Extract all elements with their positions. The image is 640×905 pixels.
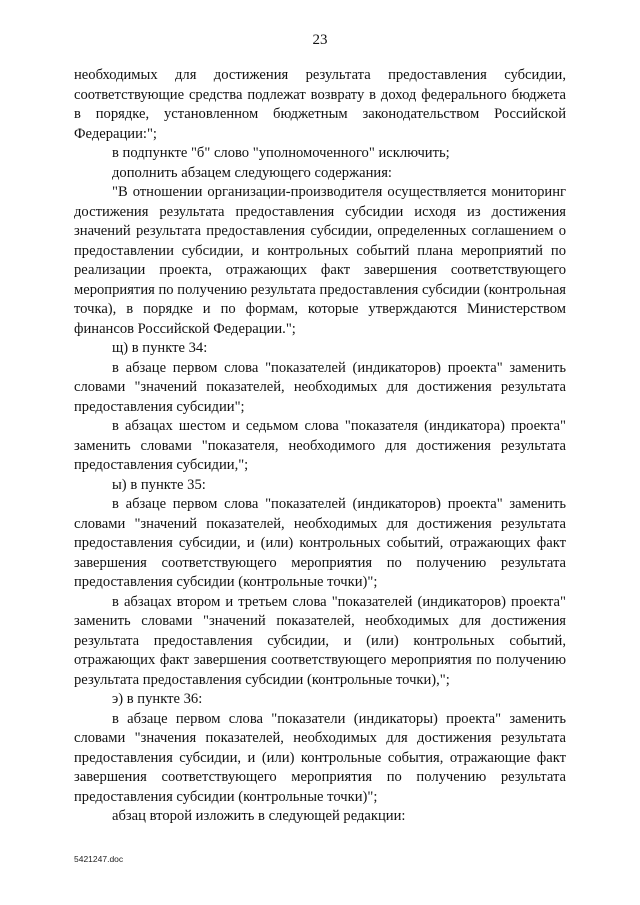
paragraph: в абзацах шестом и седьмом слова "показателя (индикатора) проекта" заменить словами "показателя, необходимого для достижения результата предоставления субсидии,"; (74, 418, 566, 473)
paragraph: в абзаце первом слова "показателей (индикаторов) проекта" заменить словами "значений показателей, необходимых для достижения результата предоставления субсидии"; (74, 359, 566, 415)
paragraph-quote: "В отношении организации-производителя осуществляется мониторинг достижения результата предоставления субсидии исходя из достижения значений результата предоставления субсидии, определенных соглашением о предоставлении субсидии, и контрольных событий плана мероприятий по реализации проекта, отражающих факт завершения соответствующего мероприятия по получению результата предоставления субсидии (контрольная точка), в порядке и по формам, которые утверждаются Министерством финансов Российской Федерации."; (74, 184, 566, 337)
paragraph: в абзаце первом слова "показателей (индикаторов) проекта" заменить словами "значений показателей, необходимых для достижения результата предоставления субсидии, и (или) контрольных событий, отражающих факт завершения соответствующего мероприятия по получению результата предоставления субсидии (контрольные точки)"; (74, 496, 566, 590)
page-number: 23 (312, 32, 328, 48)
document-body (74, 66, 566, 827)
paragraph-item-heading: э) в пункте 36: (112, 691, 203, 707)
paragraph: абзац второй изложить в следующей редакции: (112, 808, 406, 824)
paragraph: в подпункте "б" слово "уполномоченного" исключить; (112, 145, 450, 161)
paragraph: в абзаце первом слова "показатели (индикаторы) проекта" заменить словами "значения показателей, необходимых для достижения результата предоставления субсидии, и (или) контрольные события, отражающие факт завершения соответствующего мероприятия по получению результата предоставления субсидии (контрольные точки)"; (74, 710, 566, 805)
paragraph-item-heading: щ) в пункте 34: (112, 340, 208, 356)
paragraph-continuation: необходимых для достижения результата предоставления субсидии, соответствующие средства подлежат возврату в доход федерального бюджета в порядке, установленном бюджетным законодательством Российской Федерации:"; (74, 67, 566, 142)
document-file-id: 5421247.doc (74, 854, 124, 864)
paragraph: дополнить абзацем следующего содержания: (112, 164, 392, 181)
paragraph: в абзацах втором и третьем слова "показателей (индикаторов) проекта" заменить словами "значений показателей, необходимых для достижения результата предоставления субсидии, и (или) контрольных событий, отражающих факт завершения соответствующего мероприятия по получению результата предоставления субсидии (контрольные точки),"; (74, 593, 566, 688)
paragraph-item-heading: ы) в пункте 35: (112, 476, 206, 493)
